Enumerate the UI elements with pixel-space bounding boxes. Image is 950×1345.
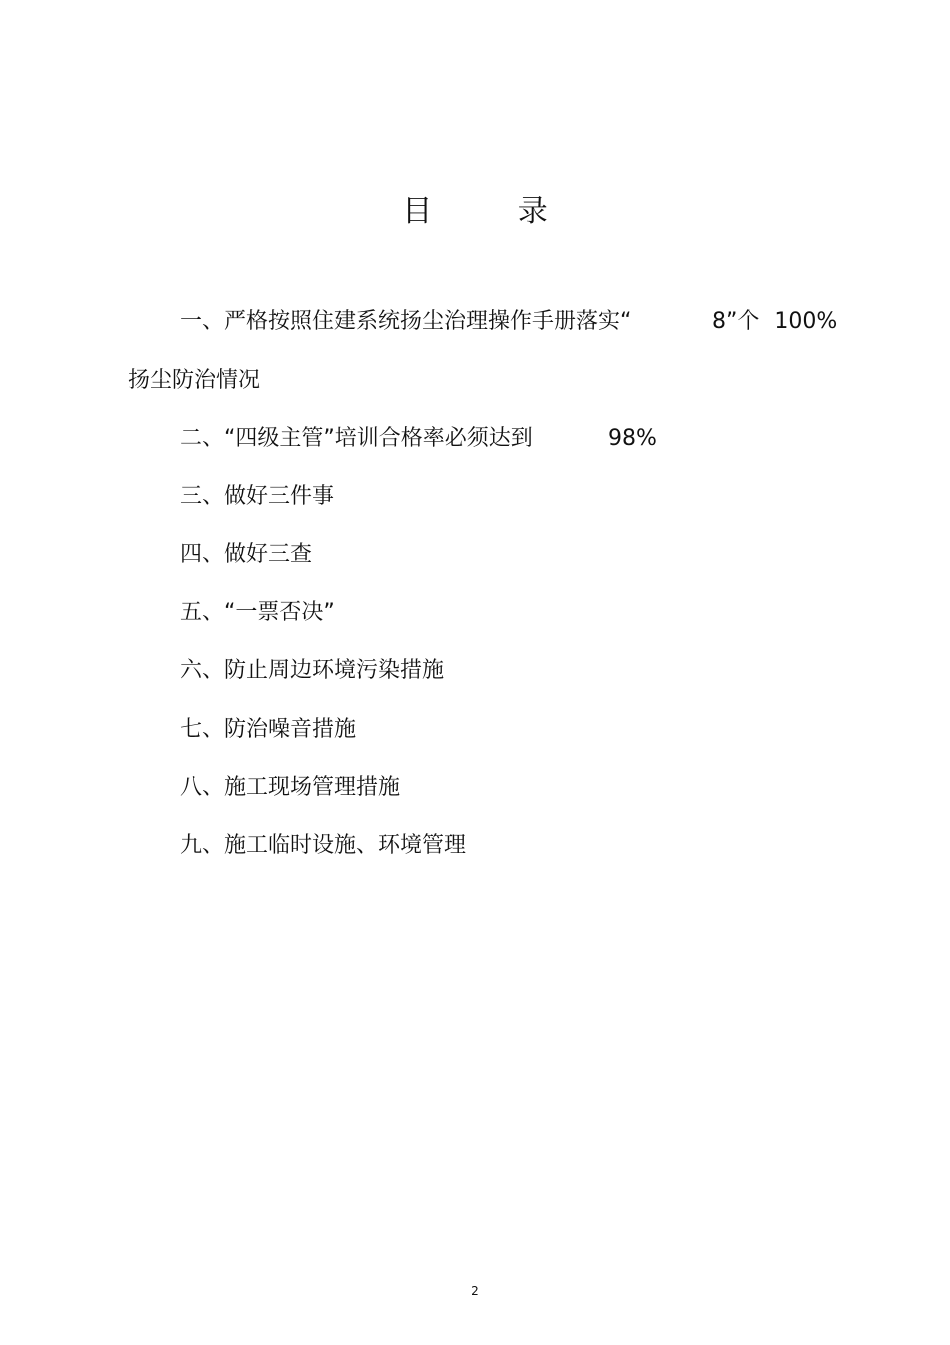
- page-title: 目 录: [402, 194, 586, 229]
- toc-item-5: 五、“一票否决”: [180, 600, 335, 625]
- toc-item-8: 八、施工现场管理措施: [180, 775, 401, 800]
- toc-item-1-percent: 100%: [774, 309, 838, 334]
- toc-item-2-text: 二、“四级主管”培训合格率必须达到: [180, 426, 533, 451]
- toc-item-1-continued-text: 扬尘防治情况: [128, 368, 261, 393]
- toc-item-9: 九、施工临时设施、环境管理: [180, 833, 467, 858]
- toc-item-2: [180, 424, 533, 454]
- toc-item-7: 七、防治噪音措施: [180, 717, 357, 742]
- toc-item-2-percent: [608, 424, 657, 454]
- page-number: 2: [471, 1284, 479, 1298]
- toc-item-1-text: 一、严格按照住建系统扬尘治理操作手册落实“: [180, 309, 632, 334]
- toc-item-3: 三、做好三件事: [180, 484, 335, 509]
- toc-item-1-continued: [128, 366, 260, 396]
- toc-item-1-count: [712, 307, 837, 337]
- toc-item-1-count-text: 8”个: [712, 309, 760, 334]
- toc-item-4: 四、做好三查: [180, 542, 313, 567]
- toc-item-6: 六、防止周边环境污染措施: [180, 658, 445, 683]
- toc-item-2-percent-text: 98%: [608, 426, 657, 451]
- toc-item-1: [180, 307, 631, 337]
